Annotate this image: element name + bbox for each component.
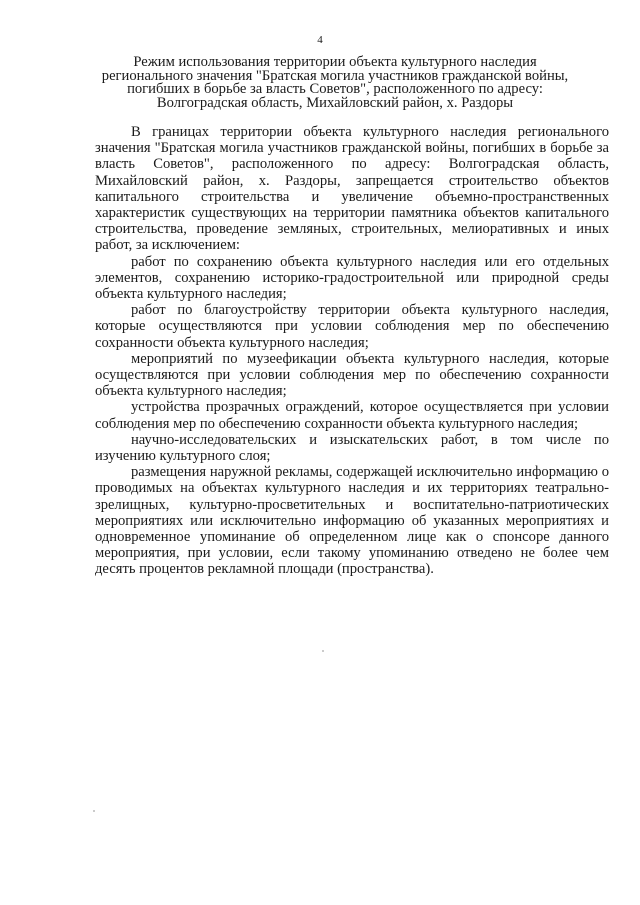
intro-paragraph: В границах территории объекта культурного наследия регионального значения "Братская могила участников гражданской войны, погибших в борьбе за власть Советов", расположенного по адресу: Волгоградская область, Михайловский район, х. Раздоры, запрещается строительство объектов капитального строительства и увеличение объемно-пространственных характеристик существующих на территории памятника объектов капитального строительства, проведение земляных, строительных, мелиоративных и иных работ, за исключением: <box>95 124 609 254</box>
exception-item: размещения наружной рекламы, содержащей исключительно информацию о проводимых на объектах культурного наследия и их территориях театрально-зрелищных, культурно-просветительных и воспитательно-патриотических мероприятиях или исключительно информацию об указанных мероприятиях и одновременное упоминание об определенном лице как о спонсоре данного мероприятия, при условии, если такому упоминанию отведено не более чем десять процентов рекламной площади (пространства). <box>95 464 609 578</box>
page-number: 4 <box>317 34 323 46</box>
title-line: погибших в борьбе за власть Советов", расположенного по адресу: <box>127 81 543 97</box>
exception-item: работ по благоустройству территории объекта культурного наследия, которые осуществляются при условии соблюдения мер по обеспечению сохранности объекта культурного наследия; <box>95 302 609 351</box>
title-line: Режим использования территории объекта культурного наследия <box>133 54 537 70</box>
exception-item: мероприятий по музеефикации объекта культурного наследия, которые осуществляются при условии соблюдения мер по обеспечению сохранности объекта культурного наследия; <box>95 350 609 400</box>
exception-item: научно-исследовательских и изыскательских работ, в том числе по изучению культурного слоя; <box>95 431 609 465</box>
title-line: регионального значения "Братская могила участников гражданской войны, <box>101 67 569 84</box>
scan-speck <box>322 650 324 652</box>
scan-speck <box>93 810 95 812</box>
exception-item: устройства прозрачных ограждений, которое осуществляется при условии соблюдения мер по обеспечению сохранности объекта культурного наследия; <box>95 399 609 432</box>
document-title <box>100 56 570 110</box>
title-line: Волгоградская область, Михайловский район, х. Раздоры <box>156 94 514 111</box>
exception-item: работ по сохранению объекта культурного наследия или его отдельных элементов, сохранению историко-градостроительной или природной среды объекта культурного наследия; <box>95 253 609 303</box>
document-body <box>95 124 609 578</box>
